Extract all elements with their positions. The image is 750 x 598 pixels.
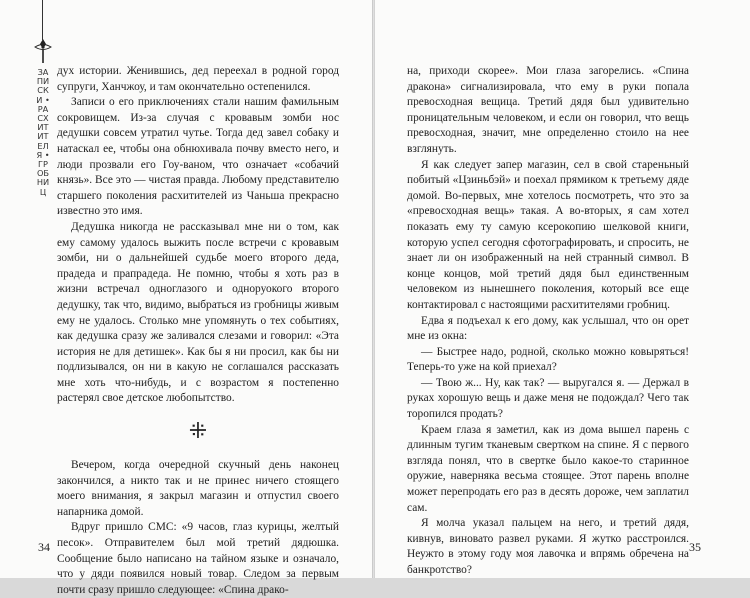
paragraph: Дедушка никогда не рассказывал мне ни о том, как ему самому удалось выжить после встречи с кровавым зомби, ни о дальнейшей судьбе моего второго деда, прадеда и прапрадеда. Не помню, чтобы я хоть раз в жизни встречал одноглазого и одноруокого второго дедушку, так что, видимо, выбраться из гробницы живым ему не удалось. Столько мне упомянуть о тех событиях, как дедушка сразу же заливался слезами и говорил: «Эта история не для детишек». Как бы я ни просил, как бы ни подлизывался, он ни в какую не соглашался рассказать мне хоть что-нибудь, и с возрастом я постепенно растерял свое детское любопытство.	[57, 220, 339, 405]
paragraph: Я как следует запер магазин, сел в свой стареньный побитый «Цзиньбэй» и поехал прямиком к третьему дяде домой. Во-первых, мне хотелось посмотреть, что это за «превосходная вещь» такая. А во-вторых, я сам хотел показать ему ту самую ксерокопию шелковой книги, которую успел сегодня сфотографировать, и спросить, не знает ли он изображенный на ней странный символ. В конце концов, мой третий дядя был единственным человеком из нынешнего поколения, который все еще контактировал с настоящими расхитителями гробниц.	[407, 158, 689, 311]
paragraph: Едва я подъехал к его дому, как услышал, что он орет мне из окна:	[407, 314, 689, 343]
paragraph: дух истории. Женившись, дед переехал в родной город супруги, Ханчжоу, и там окончательно остепенился.	[57, 65, 339, 93]
paragraph: Записи о его приключениях стали нашим фамильным сокровищем. Из-за случая с кровавым зомби нос дедушки совсем утратил чутье. Тогда дед завел собаку и натаскал ее, чтобы она обнюхивала почву вместо него, и люди прозвали его Гоу-ваном, что означает «собачий князь». Все это — чистая правда. Любому представителю старшего поколения расхитителей из Чаньша прекрасно известно это имя.	[57, 96, 339, 218]
paragraph: Краем глаза я заметил, как из дома вышел парень с длинным тугим тканевым свертком на спине. Я с первого взгляда понял, что в свертке было какое-то старинное оружие, наверняка весьма стоящее. Этот парень вполне может перепродать его раз в десять дороже, чем заплатил сам.	[407, 423, 689, 514]
paragraph: — Твою ж... Ну, как так? — выругался я. — Держал в руках хорошую вещь и даже меня не подождал? Чего так торопился продать?	[407, 376, 689, 421]
paragraph: Вдруг пришло СМС: «9 часов, глаз курицы, желтый песок». Отправителем был мой третий дядюшка. Сообщение было написано на тайном языке и означало, что у дяди появился новый товар. Следом за первым почти сразу пришло следующее: «Спина драко-	[57, 521, 339, 596]
left-page-text	[57, 64, 339, 598]
page-number-left: 34	[38, 540, 50, 554]
page-number-right: 35	[689, 540, 701, 554]
ornament-icon	[33, 38, 53, 64]
paragraph: Вечером, когда очередной скучный день наконец закончился, а никто так и не принес ничего стоящего моего внимания, я закрыл магазин и отпустил своего напарника домой.	[57, 459, 339, 518]
left-page	[0, 0, 372, 596]
section-break-ornament: ⁜	[188, 418, 208, 444]
paragraph: — Быстрее надо, родной, сколько можно ковыряться! Теперь-то уже на кой приехал?	[407, 345, 689, 374]
right-page	[375, 0, 750, 578]
right-page-text	[407, 64, 689, 579]
side-rule	[42, 0, 43, 40]
paragraph: Я молча указал пальцем на него, и третий дядя, кивнув, виновато развел руками. Я жутко расстроился. Неужто в этому году моя лавочка и впрямь обречена на банкротство?	[407, 517, 689, 576]
paragraph: на, приходи скорее». Мои глаза загорелись. «Спина дракона» сигнализировала, что ему в руки попала превосходная вещица. Третий дядя был удивительно проницательным человеком, и если он говорил, что вещь превосходная, значит, мне определенно стоило на нее взглянуть.	[407, 65, 689, 155]
running-title: ЗАПИСКИ • РАСХИТИТЕЛЯ • ГРОБНИЦ	[36, 67, 50, 197]
